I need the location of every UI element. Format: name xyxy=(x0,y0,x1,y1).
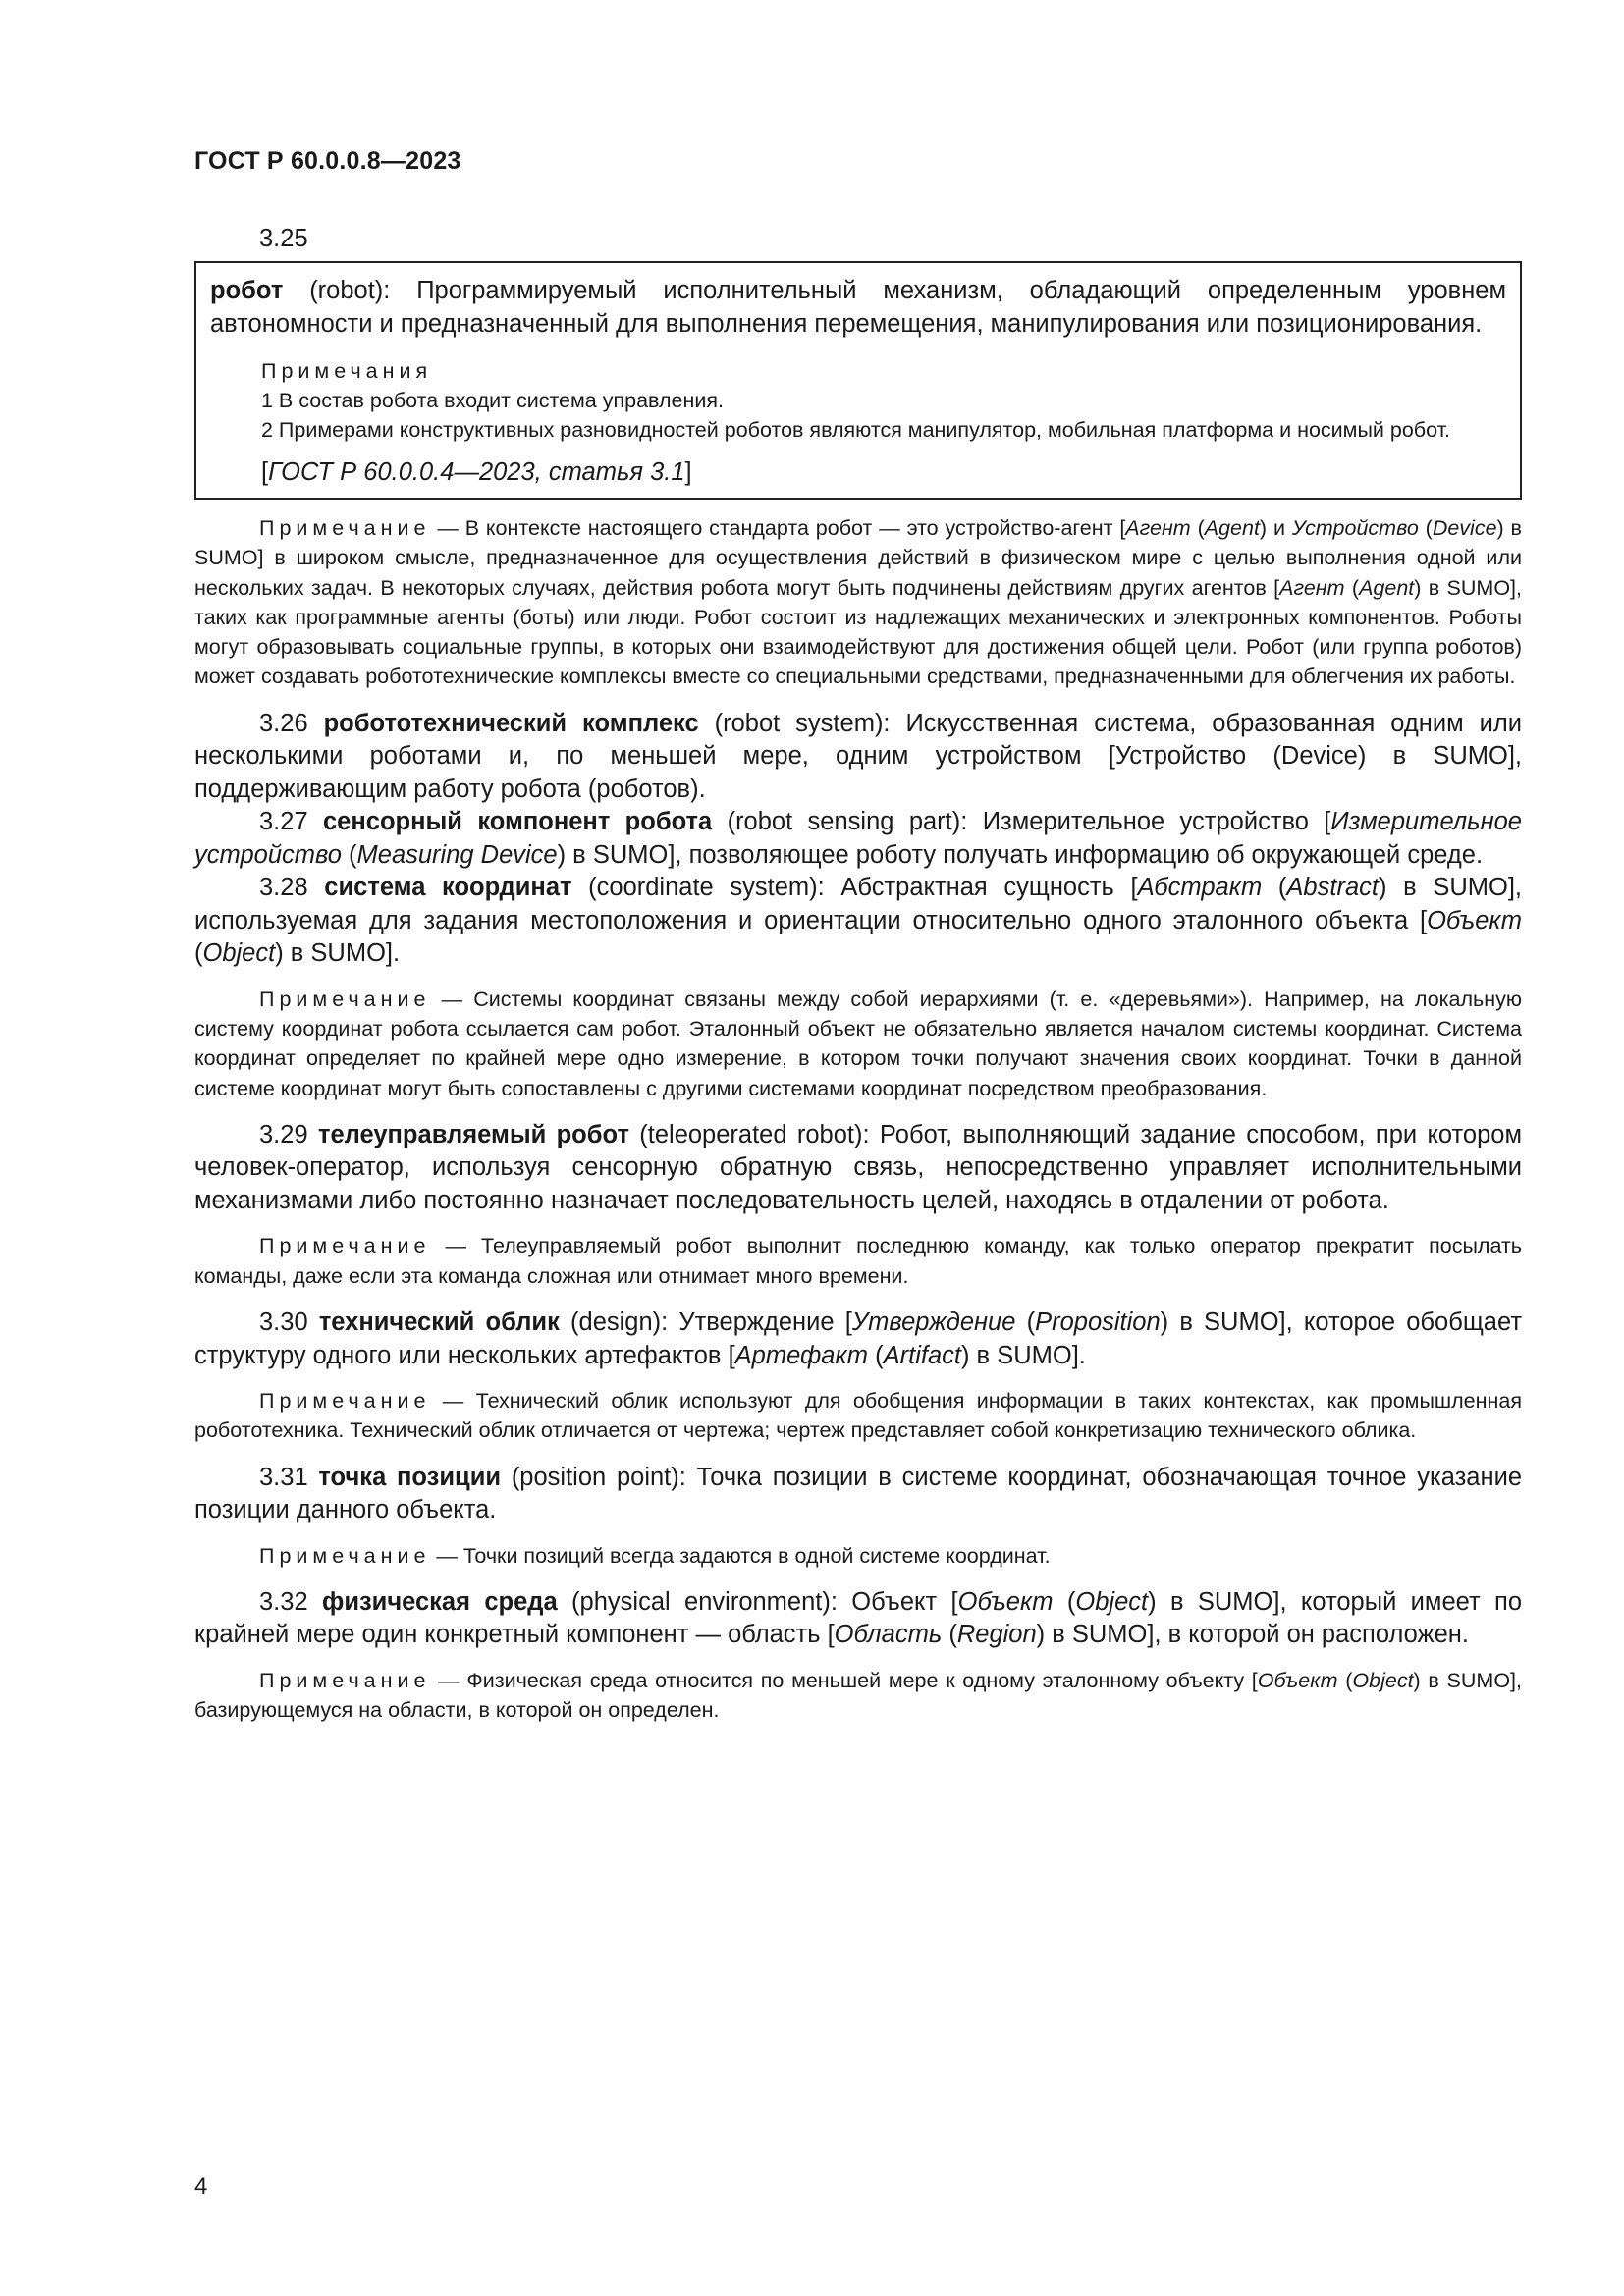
term-3-27: 3.27 сенсорный компонент робота (robot sensing part): Измерительное устройство [Измерительное устройство (Measuring Device) в SUMO], позволяющее роботу получать информацию об окружающей среде. xyxy=(194,808,1522,869)
term-3-31: 3.31 точка позиции (position point): Точка позиции в системе координат, обозначающая точное указание позиции данного объекта. xyxy=(194,1463,1522,1524)
term-3-29: 3.29 телеуправляемый робот (teleoperated robot): Робот, выполняющий задание способом, при котором человек-оператор, используя сенсорную обратную связь, непосредственно управляет исполнительными механизмами либо постоянно назначает последовательность целей, находясь в отдалении от робота. xyxy=(194,1120,1522,1214)
note-3-30: Примечание — Технический облик используют для обобщения информации в таких контекстах, как промышленная робототехника. Технический облик отличается от чертежа; чертеж представляет собой конкретизацию технического облика. xyxy=(194,1389,1522,1443)
notes-title: Примечания xyxy=(261,359,433,383)
note-3-29: Примечание — Телеуправляемый робот выполнит последнюю команду, как только оператор прекратит посылать команды, даже если эта команда сложная или отнимает много времени. xyxy=(194,1234,1522,1288)
note-3-32: Примечание — Физическая среда относится по меньшей мере к одному эталонному объекту [Объект (Object) в SUMO], базирующемуся на области, в которой он определен. xyxy=(194,1668,1523,1723)
term-3-26: 3.26 робототехнический комплекс (robot system): Искусственная система, образованная одним или несколькими роботами и, по меньшей мере, одним устройством [Устройство (Device) в SUMO], поддерживающим работу робота (роботов). xyxy=(194,709,1522,803)
note-3-31: Примечание — Точки позиций всегда задаются в одной системе координат. xyxy=(259,1543,1051,1568)
note-2: 2 Примерами конструктивных разновидностей роботов являются манипулятор, мобильная платформа и носимый робот. xyxy=(261,418,1451,442)
term-definition-3-25: робот (robot): Программируемый исполнительный механизм, обладающий определенным уровнем автономности и предназначенный для выполнения перемещения, манипулирования или позиционирования. xyxy=(210,277,1506,338)
term-box-3-25 xyxy=(194,261,1522,500)
term-source-3-25: [ГОСТ Р 60.0.0.4—2023, статья 3.1] xyxy=(261,458,692,486)
note-1: 1 В состав робота входит система управления. xyxy=(261,389,724,412)
note-3-28: Примечание — Системы координат связаны между собой иерархиями (т. е. «деревьями»). Например, на локальную систему координат робота ссылается сам робот. Эталонный объект не обязательно является началом системы координат. Система координат определяет по крайней мере одно измерение, в котором точки получают значения своих координат. Точки в данной системе координат могут быть сопоставлены с другими системами координат посредством преобразования. xyxy=(194,987,1522,1100)
term-3-28: 3.28 система координат (coordinate system): Абстрактная сущность [Абстракт (Abstract) в SUMO], используемая для задания местоположения и ориентации относительно одного эталонного объекта [Объект (Object) в SUMO]. xyxy=(194,874,1522,968)
document-header: ГОСТ Р 60.0.0.8—2023 xyxy=(194,147,461,175)
document-content xyxy=(194,222,1522,1726)
note-3-25: Примечание — В контексте настоящего стандарта робот — это устройство-агент [Агент (Agent) и Устройство (Device) в SUMO] в широком смысле, предназначенное для осуществления действий в физическом мире с целью выполнения одной или нескольких задач. В некоторых случаях, действия робота могут быть подчинены действиям других агентов [Агент (Agent) в SUMO], таких как программные агенты (боты) или люди. Робот состоит из надлежащих механических и электронных компонентов. Роботы могут образовывать социальные группы, в которых они взаимодействуют для достижения общей цели. Робот (или группа роботов) может создавать робототехнические комплексы вместе со специальными средствами, предназначенными для облегчения их работы. xyxy=(194,516,1522,689)
term-3-32: 3.32 физическая среда (physical environment): Объект [Объект (Object) в SUMO], который имеет по крайней мере один конкретный компонент — область [Область (Region) в SUMO], в которой он расположен. xyxy=(194,1587,1523,1649)
term-3-30: 3.30 технический облик (design): Утверждение [Утверждение (Proposition) в SUMO], которое обобщает структуру одного или нескольких артефактов [Артефакт (Artifact) в SUMO]. xyxy=(194,1308,1522,1369)
term-notes-3-25 xyxy=(210,356,1506,445)
page-number: 4 xyxy=(194,2173,208,2200)
term-name: робот xyxy=(210,277,284,304)
term-number-3-25: 3.25 xyxy=(259,225,308,252)
